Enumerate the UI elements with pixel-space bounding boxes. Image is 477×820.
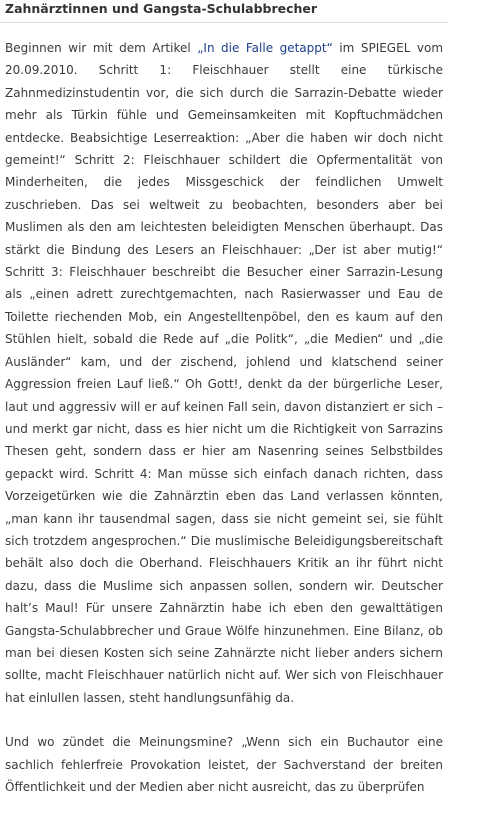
article-title: Zahnärztinnen und Gangsta-Schulabbrecher [5, 1, 318, 16]
paragraph-1-text: im SPIEGEL vom 20.09.2010. Schritt 1: Fleischhauer stellt eine türkische Zahnmedizinstudentin vor, die sich durch die Sarrazin-Debatte wieder mehr als Türkin fühle und Gemeinsamkeiten mit Kopftuchmädchen entdecke. Beabsichtige Leserreaktion: „Aber die haben wir doch nicht gemeint!“ Schritt 2: Fleischhauer schildert die Opfermentalität von Minderheiten, die jedes Missgeschick der feindlichen Umwelt zuschrieben. Das sei weltweit zu beobachten, besonders aber bei Muslimen als den am leichtesten beleidigten Menschen überhaupt. Das stärkt die Bindung des Lesers an Fleischhauer: „Der ist aber mutig!“ Schritt 3: Fleischhauer beschreibt die Besucher einer Sarrazin-Lesung als „einen adrett zurechtgemachten, nach Rasierwasser und Eau de Toilette riechenden Mob, ein Angestelltenpöbel, den es kaum auf den Stühlen hielt, sobald die Rede auf „die Politk“, „die Medien“ und „die Ausländer“ kam, und der zischend, johlend und klatschend seiner Aggression freien Lauf ließ.“ Oh Gott!, denkt da der bürgerliche Leser, laut und aggressiv will er auf keinen Fall sein, davon distanziert er sich – und merkt gar nicht, dass es hier nicht um die Richtigkeit von Sarrazins Thesen geht, sondern dass er hier am Nasenring seines Selbstbildes gepackt wird. Schritt 4: Man müsse sich einfach danach richten, dass Vorzeigetürken wie die Zahnärztin eben das Land verlassen könnten, „man kann ihr tausendmal sagen, dass sie nicht gemeint sei, sie fühlt sich trotzdem angesprochen.“ Die muslimische Beleidigungsbereitschaft behält also doch die Oberhand. Fleischhauers Kritik an ihr führt nicht dazu, dass die Muslime sich anpassen sollen, sondern wir. Deutscher halt’s Maul! Für unsere Zahnärztin habe ich eben den gewalttätigen Gangsta-Schulabbrecher und Graue Wölfe hinzunehmen. Eine Bilanz, ob man bei diesen Kosten sich seine Zahnärzte nicht lieber anders sichern sollte, macht Fleischhauer natürlich nicht auf. Wer sich von Fleischhauer hat einlullen lassen, steht handlungsunfähig da. [5, 41, 444, 705]
article-paragraph-1 [5, 37, 443, 709]
title-divider [0, 22, 448, 23]
article-body [5, 37, 443, 820]
spiegel-article-link[interactable]: „In die Falle getappt“ [197, 41, 333, 55]
paragraph-1-intro: Beginnen wir mit dem Artikel [5, 41, 198, 55]
article-paragraph-2: Und wo zündet die Meinungsmine? „Wenn sich ein Buchautor eine sachlich fehlerfreie Provokation leistet, der Sachverstand der breiten Öffentlichkeit und der Medien aber nicht ausreicht, das zu überprüfen [5, 735, 443, 794]
page-margin-right [450, 0, 477, 696]
